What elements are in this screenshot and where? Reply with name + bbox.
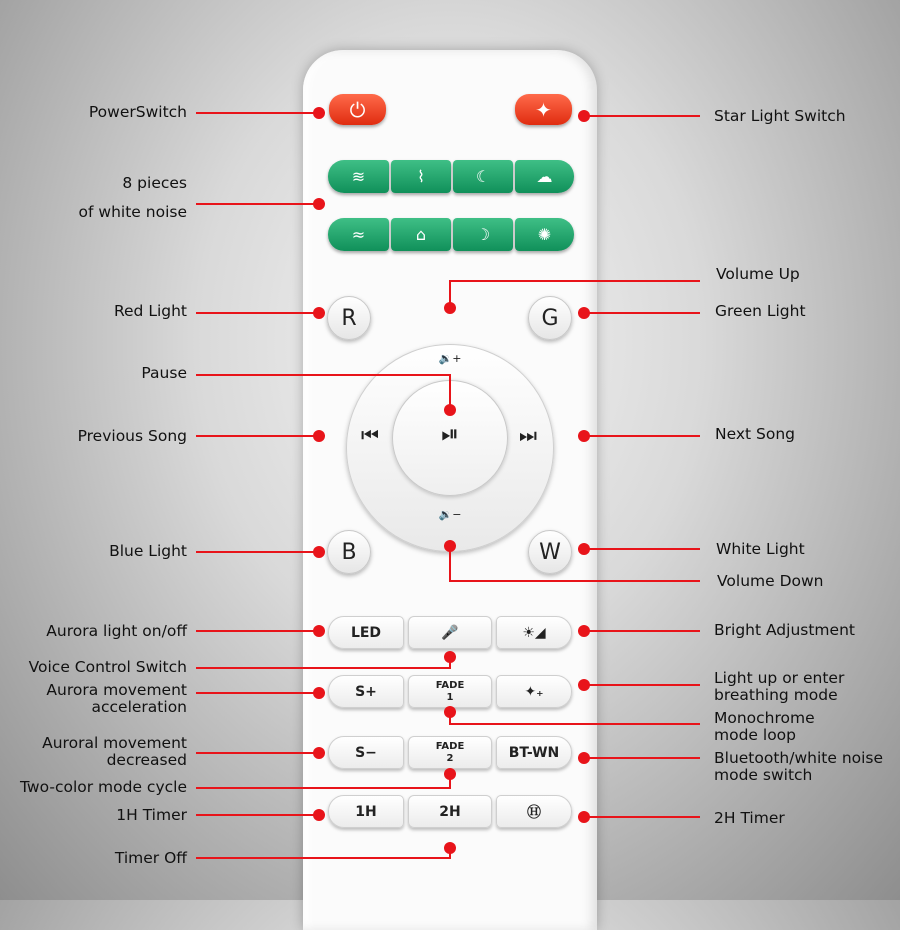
line-mono: [450, 712, 700, 724]
label-power-switch: PowerSwitch: [88, 103, 187, 121]
label-bright-adjustment: Bright Adjustment: [714, 621, 855, 639]
label-light-up-2: breathing mode: [714, 686, 838, 704]
label-aurora-accel-1: Aurora movement: [46, 681, 187, 699]
previous-song-icon[interactable]: ⏮: [361, 423, 379, 447]
dot-two-color: [444, 768, 456, 780]
b-label: B: [341, 539, 357, 565]
bt-wn-label: BT-WN: [508, 744, 560, 761]
label-next-song: Next Song: [715, 425, 796, 443]
fade1-label: FADE: [435, 679, 465, 691]
label-aurora-on-off: Aurora light on/off: [46, 622, 187, 640]
dot-bright: [578, 625, 590, 637]
label-red-light: Red Light: [113, 302, 187, 320]
moon-icon: ☾: [475, 167, 491, 186]
line-volume-down: [450, 546, 700, 581]
dot-blue: [313, 546, 325, 558]
cloud-rain-icon: ☁: [536, 167, 553, 186]
microphone-icon: 🎤: [441, 624, 459, 641]
label-aurora-accel-2: acceleration: [91, 698, 187, 716]
2h-label: 2H: [439, 803, 461, 820]
label-bt-1: Bluetooth/white noise: [714, 749, 884, 767]
dot-power: [313, 107, 325, 119]
fade2-label: FADE: [435, 740, 465, 752]
label-star-light: Star Light Switch: [714, 107, 846, 125]
1h-label: 1H: [355, 803, 377, 820]
dot-volume-up: [444, 302, 456, 314]
dot-pause: [444, 404, 456, 416]
dot-mono: [444, 706, 456, 718]
line-two-color: [196, 774, 450, 788]
label-blue-light: Blue Light: [109, 542, 187, 560]
w-label: W: [539, 539, 561, 565]
pulse-icon: ⌇: [417, 167, 425, 186]
fade1-number: 1: [446, 691, 454, 703]
label-volume-up: Volume Up: [716, 265, 800, 283]
label-timer-1h: 1H Timer: [116, 806, 187, 824]
ocean-icon: ≈: [351, 225, 366, 244]
dot-prev: [313, 430, 325, 442]
dot-aurora: [313, 625, 325, 637]
label-green-light: Green Light: [715, 302, 806, 320]
dot-star: [578, 110, 590, 122]
line-pause: [196, 375, 450, 410]
dot-voice: [444, 651, 456, 663]
dot-breathing: [578, 679, 590, 691]
label-mono-1: Monochrome: [714, 709, 815, 727]
label-aurora-dec-1: Auroral movement: [42, 734, 187, 752]
dot-next: [578, 430, 590, 442]
label-mono-2: mode loop: [714, 726, 796, 744]
volume-down-icon[interactable]: 🔉−: [438, 507, 462, 521]
volume-up-icon[interactable]: 🔉+: [438, 351, 462, 365]
dot-volume-down: [444, 540, 456, 552]
dot-accel: [313, 687, 325, 699]
s-plus-label: S+: [355, 683, 377, 700]
led-label: LED: [350, 624, 382, 641]
label-bt-2: mode switch: [714, 766, 813, 784]
waves-icon: ≋: [351, 167, 366, 186]
label-white-noise-1: 8 pieces: [122, 174, 187, 192]
s-minus-label: S−: [355, 744, 377, 761]
next-song-icon[interactable]: ⏭: [519, 423, 537, 447]
label-aurora-dec-2: decreased: [106, 751, 187, 769]
line-timer-off: [196, 848, 450, 858]
label-two-color: Two-color mode cycle: [20, 778, 187, 796]
dot-1h: [313, 809, 325, 821]
power-icon: ⏻: [349, 97, 366, 122]
g-label: G: [541, 305, 559, 331]
line-volume-up: [450, 281, 700, 308]
dot-white: [578, 543, 590, 555]
label-previous-song: Previous Song: [77, 427, 187, 445]
crib-icon: ⌂: [415, 225, 427, 244]
label-volume-down: Volume Down: [717, 572, 824, 590]
label-light-up-1: Light up or enter: [714, 669, 845, 687]
dot-decrease: [313, 747, 325, 759]
sleep-moon-icon: ☽: [475, 225, 491, 244]
dot-2h: [578, 811, 590, 823]
label-timer-off: Timer Off: [114, 849, 187, 867]
line-voice: [196, 657, 450, 668]
dot-timer-off: [444, 842, 456, 854]
brightness-icon: ☀◢: [522, 624, 546, 641]
dot-bt: [578, 752, 590, 764]
r-label: R: [341, 305, 357, 331]
label-white-noise-2: of white noise: [78, 203, 187, 221]
dot-green: [578, 307, 590, 319]
dot-red: [313, 307, 325, 319]
star-icon: ✦: [535, 97, 552, 122]
label-timer-2h: 2H Timer: [714, 809, 785, 827]
label-white-light: White Light: [716, 540, 805, 558]
label-voice-control: Voice Control Switch: [28, 658, 187, 676]
label-pause: Pause: [141, 364, 187, 382]
sparkle-icon: ✦₊: [524, 683, 544, 700]
fan-icon: ✺: [537, 225, 552, 244]
timer-off-icon: Ⓗ: [527, 804, 541, 821]
dot-noise: [313, 198, 325, 210]
fade2-number: 2: [446, 752, 454, 764]
play-pause-icon: ⏯: [441, 421, 459, 447]
